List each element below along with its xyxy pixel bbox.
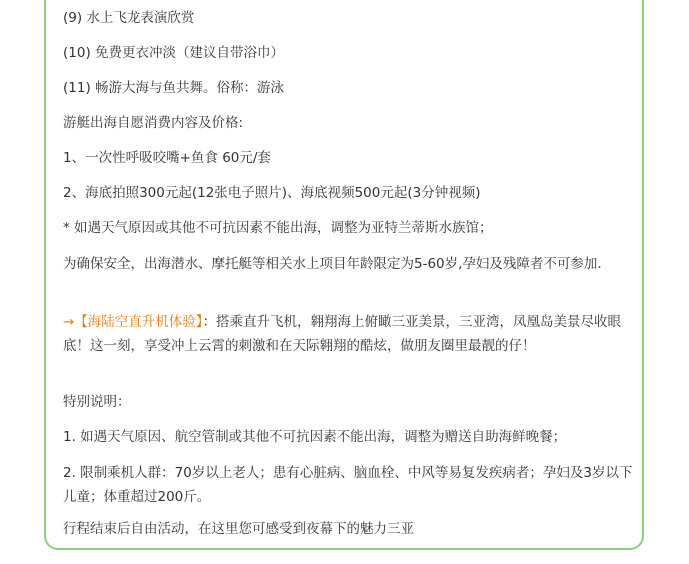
item-9: (9) 水上飞龙表演欣赏 xyxy=(63,10,195,26)
helicopter-title: 【海陆空直升机体验】 xyxy=(74,314,203,330)
item-11: (11) 畅游大海与鱼共舞。俗称：游泳 xyxy=(63,80,285,96)
special-heading: 特别说明： xyxy=(63,394,131,410)
extra-item-1: 1、一次性呼吸咬嘴+鱼食 60元/套 xyxy=(63,150,271,166)
helicopter-paragraph xyxy=(63,310,635,358)
special-note-2: 2. 限制乘机人群：70岁以上老人；患有心脏病、脑血栓、中风等易复发疾病者；孕妇及3岁以下儿童；体重超过200斤。 xyxy=(63,465,633,505)
extras-heading: 游艇出海自愿消费内容及价格: xyxy=(63,115,244,131)
arrow-icon: → xyxy=(63,314,75,330)
special-note-1: 1. 如遇天气原因、航空管制或其他不可抗因素不能出海，调整为赠送自助海鲜晚餐； xyxy=(63,429,567,445)
age-limit-note: 为确保安全，出海潜水、摩托艇等相关水上项目年龄限定为5-60岁,孕妇及残障者不可参加. xyxy=(63,256,602,272)
item-10: (10) 免费更衣冲淡（建议自带浴巾） xyxy=(63,45,285,61)
extra-item-2: 2、海底拍照300元起(12张电子照片)、海底视频500元起(3分钟视频) xyxy=(63,185,481,201)
closing-note: 行程结束后自由活动，在这里您可感受到夜幕下的魅力三亚 xyxy=(63,521,414,537)
helicopter-description: ：搭乘直升飞机，翱翔海上俯瞰三亚美景，三亚湾，凤凰岛美景尽收眼底！这一刻，享受冲上云霄的刺激和在天际翱翔的酷炫，做朋友圈里最靓的仔！ xyxy=(63,314,622,354)
weather-note: * 如遇天气原因或其他不可抗因素不能出海，调整为亚特兰蒂斯水族馆； xyxy=(63,220,493,236)
